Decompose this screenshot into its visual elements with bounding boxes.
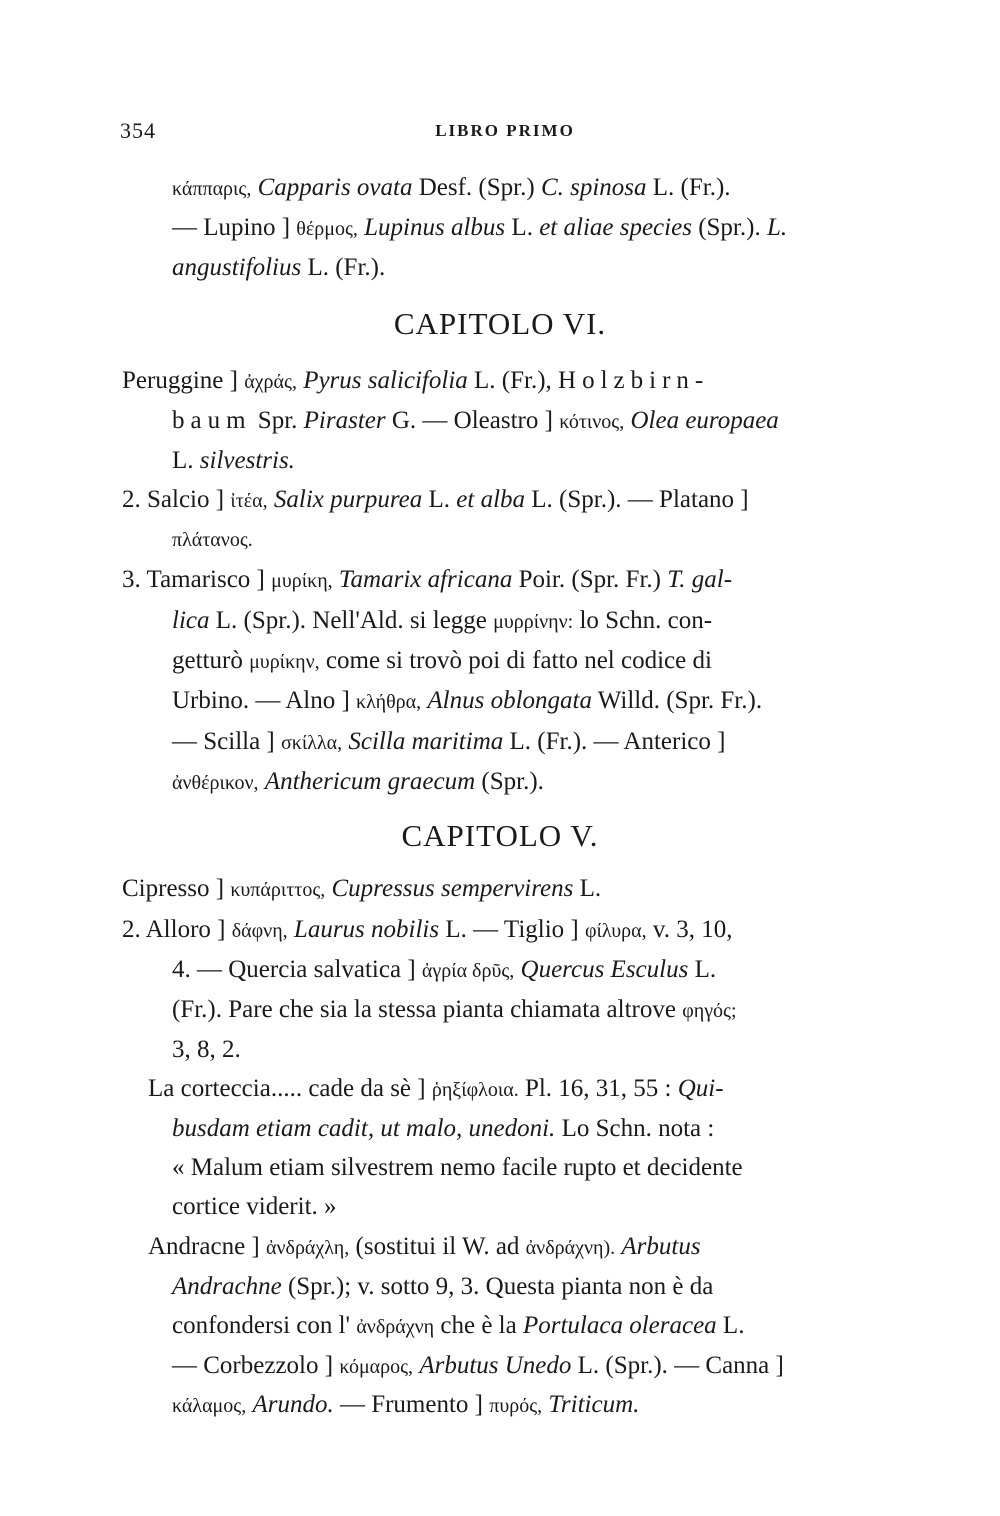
- italic-text: Lupinus albus: [357, 214, 506, 241]
- roman-text: L. (Spr.). — Platano ]: [525, 486, 749, 513]
- text-line: [172, 646, 712, 677]
- italic-text: Salix purpurea: [267, 486, 423, 513]
- text-line: [172, 1153, 743, 1183]
- text-line: [122, 565, 732, 596]
- italic-text: Arbutus: [615, 1233, 701, 1260]
- greek-text: δάφνη,: [231, 920, 288, 942]
- italic-text: Laurus nobilis: [287, 916, 440, 943]
- text-line: [172, 767, 544, 798]
- italic-text: Olea europaea: [624, 407, 779, 434]
- greek-text: φηγός;: [682, 1000, 737, 1022]
- roman-text: (Spr.).: [691, 214, 767, 241]
- italic-text: Piraster: [303, 407, 386, 434]
- text-line: [172, 213, 787, 244]
- italic-text: lica: [172, 607, 210, 634]
- roman-text: Spr.: [251, 407, 304, 434]
- greek-text: σκίλλα,: [281, 732, 343, 754]
- greek-text: ἀγρία δρῦς,: [421, 960, 515, 982]
- greek-text: κυπάριττος,: [230, 879, 326, 901]
- greek-text: μυρρίνην:: [493, 611, 574, 633]
- text-line: [172, 1192, 337, 1222]
- roman-text: G. — Oleastro ]: [385, 407, 560, 434]
- text-line: [172, 995, 737, 1026]
- page-number: 354: [120, 118, 156, 143]
- roman-text: 2. Salcio ]: [122, 486, 231, 513]
- greek-text: ἀνδράχνη).: [525, 1237, 616, 1259]
- roman-text: L.: [688, 956, 717, 983]
- roman-text: L. — Tiglio ]: [439, 916, 585, 943]
- roman-text: L.: [505, 214, 540, 241]
- text-line: [172, 446, 295, 476]
- roman-text: getturò: [172, 647, 250, 674]
- text-line: [172, 406, 779, 437]
- italic-text: Tamarix africana: [332, 566, 513, 593]
- roman-text: 3, 8, 2.: [172, 1036, 241, 1063]
- greek-text: κάππαρις,: [172, 178, 252, 200]
- italic-text: Arbutus Unedo: [413, 1352, 572, 1379]
- greek-text: ἰτέα,: [230, 490, 268, 512]
- chapter-heading: CAPITOLO V.: [401, 818, 599, 853]
- roman-text: lo Schn. con-: [573, 607, 713, 634]
- greek-text: ἀνδράχνη: [356, 1316, 435, 1338]
- roman-text: Cipresso ]: [122, 875, 231, 902]
- text-line: [172, 1272, 713, 1302]
- italic-text: C. spinosa: [540, 174, 647, 201]
- text-line: [122, 915, 733, 946]
- roman-text: (Spr.); v. sotto 9, 3. Questa pianta non è da: [281, 1273, 714, 1300]
- text-line: [122, 485, 749, 516]
- text-line: [172, 1311, 744, 1342]
- text-line: [172, 686, 762, 717]
- roman-text: L.: [172, 447, 200, 474]
- italic-text: Triticum.: [542, 1391, 640, 1418]
- roman-text: L. (Spr.). — Canna ]: [571, 1352, 784, 1379]
- italic-text: Qui-: [677, 1075, 724, 1102]
- text-line: [172, 524, 253, 555]
- roman-text: Desf. (Spr.): [412, 174, 541, 201]
- roman-text: Pl. 16, 31, 55 :: [518, 1075, 678, 1102]
- italic-text: et aliae species: [539, 214, 692, 241]
- italic-text: Alnus oblongata: [421, 687, 592, 714]
- text-line: [172, 727, 725, 758]
- roman-text: L. (Fr.),: [467, 367, 559, 394]
- italic-text: Arundo.: [246, 1391, 334, 1418]
- roman-text: (sostitui il W. ad: [349, 1233, 526, 1260]
- roman-text: che è la: [434, 1312, 523, 1339]
- roman-text: L. (Fr.).: [301, 254, 386, 281]
- greek-text: κόμαρος,: [339, 1356, 414, 1378]
- italic-text: Cupressus sempervirens: [325, 875, 574, 902]
- roman-text: — Lupino ]: [172, 214, 297, 241]
- roman-text: baum: [172, 407, 252, 434]
- greek-text: κότινος,: [559, 411, 625, 433]
- greek-text: ἀνδράχλη,: [266, 1237, 350, 1259]
- text-line: [172, 173, 731, 204]
- greek-text: μυρίκη,: [271, 570, 333, 592]
- text-line: [172, 1114, 714, 1144]
- greek-text: ἀνθέρικον,: [172, 772, 259, 794]
- roman-text: Holzbirn-: [558, 367, 710, 394]
- roman-text: Urbino. — Alno ]: [172, 687, 357, 714]
- italic-text: Portulaca oleracea: [522, 1312, 717, 1339]
- italic-text: silvestris.: [199, 447, 295, 474]
- italic-text: Anthericum graecum: [258, 768, 476, 795]
- roman-text: L. (Fr.).: [646, 174, 731, 201]
- roman-text: L.: [573, 875, 602, 902]
- text-line: [148, 1074, 724, 1105]
- roman-text: Peruggine ]: [122, 367, 245, 394]
- greek-text: φίλυρα,: [584, 920, 647, 942]
- italic-text: Scilla maritima: [342, 728, 504, 755]
- roman-text: La corteccia..... cade da sè ]: [148, 1075, 432, 1102]
- greek-text: κλήθρα,: [356, 691, 422, 713]
- greek-text: ἀχράς,: [244, 371, 297, 393]
- roman-text: Andracne ]: [148, 1233, 266, 1260]
- roman-text: 4. — Quercia salvatica ]: [172, 956, 422, 983]
- roman-text: « Malum etiam silvestrem nemo facile rupto et decidente: [172, 1154, 743, 1181]
- roman-text: cortice viderit. »: [172, 1193, 337, 1220]
- roman-text: — Scilla ]: [172, 728, 282, 755]
- roman-text: v. 3, 10,: [646, 916, 733, 943]
- text-line: [172, 1035, 241, 1065]
- italic-text: T. gal-: [667, 566, 733, 593]
- text-line: [172, 955, 716, 986]
- text-line: [122, 874, 601, 905]
- roman-text: L.: [716, 1312, 745, 1339]
- greek-text: ῥηξίφλοια.: [431, 1079, 519, 1101]
- roman-text: Lo Schn. nota :: [555, 1115, 715, 1142]
- greek-text: πυρός,: [489, 1395, 543, 1417]
- roman-text: L. (Fr.). — Anterico ]: [503, 728, 726, 755]
- italic-text: Capparis ovata: [251, 174, 413, 201]
- text-line: [148, 1232, 701, 1263]
- text-line: [172, 253, 385, 283]
- text-line: [172, 1390, 639, 1421]
- text-line: [172, 606, 712, 637]
- greek-text: θέρμος,: [296, 218, 358, 240]
- greek-text: μυρίκην,: [249, 651, 320, 673]
- italic-text: busdam etiam cadit, ut malo, unedoni.: [172, 1115, 556, 1142]
- italic-text: L.: [766, 214, 788, 241]
- roman-text: — Frumento ]: [333, 1391, 490, 1418]
- page-header: [120, 118, 890, 144]
- roman-text: (Fr.). Pare che sia la stessa pianta chiamata altrove: [172, 996, 683, 1023]
- italic-text: angustifolius: [172, 254, 302, 281]
- running-head: LIBRO PRIMO: [435, 121, 575, 140]
- italic-text: Quercus Esculus: [514, 956, 689, 983]
- roman-text: confondersi con l': [172, 1312, 357, 1339]
- roman-text: 3. Tamarisco ]: [122, 566, 272, 593]
- roman-text: 2. Alloro ]: [122, 916, 232, 943]
- roman-text: — Corbezzolo ]: [172, 1352, 340, 1379]
- italic-text: Andrachne: [172, 1273, 282, 1300]
- roman-text: L. (Spr.). Nell'Ald. si legge: [209, 607, 494, 634]
- roman-text: L.: [422, 486, 457, 513]
- roman-text: Willd. (Spr. Fr.).: [591, 687, 763, 714]
- roman-text: (Spr.).: [475, 768, 544, 795]
- italic-text: Pyrus salicifolia: [296, 367, 468, 394]
- chapter-heading: CAPITOLO VI.: [393, 306, 607, 341]
- text-line: [172, 1351, 784, 1382]
- greek-text: κάλαμος,: [172, 1395, 247, 1417]
- italic-text: et alba: [456, 486, 526, 513]
- roman-text: come si trovò poi di fatto nel codice di: [319, 647, 712, 674]
- greek-text: πλάτανος.: [172, 529, 253, 551]
- roman-text: Poir. (Spr. Fr.): [512, 566, 668, 593]
- text-line: [122, 366, 709, 397]
